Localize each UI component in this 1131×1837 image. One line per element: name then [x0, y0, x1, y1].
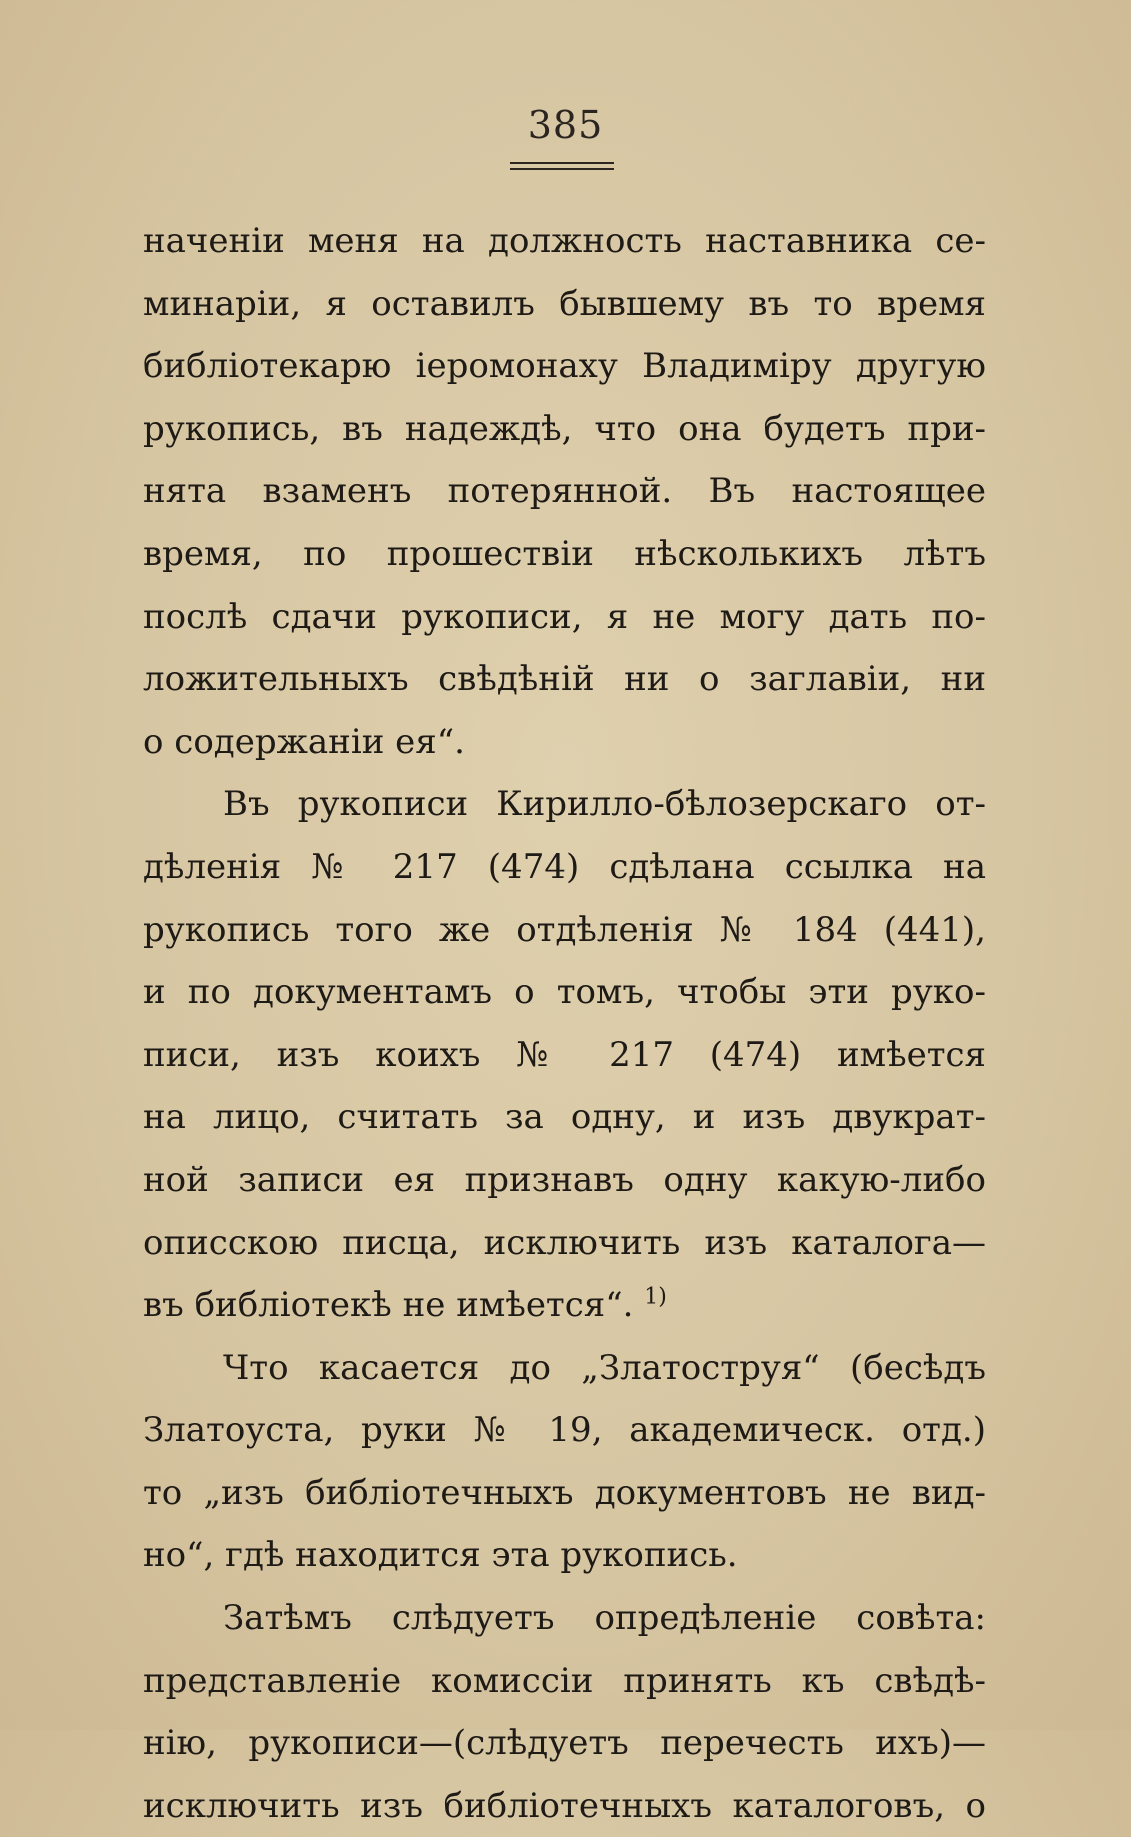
text-line: представленіе комиссіи принять къ свѣдѣ-: [143, 1660, 986, 1701]
text-line: послѣ сдачи рукописи, я не могу дать по-: [143, 596, 986, 637]
text-line: въ библіотекѣ не имѣется“.: [143, 1285, 634, 1326]
text-line: минаріи, я оставилъ бывшему въ то время: [143, 283, 986, 324]
text-line: нята взаменъ потерянной. Въ настоящее: [143, 471, 986, 512]
text-line: и по документамъ о томъ, чтобы эти руко-: [143, 972, 986, 1013]
text-line: но“, гдѣ находится эта рукопись.: [143, 1535, 738, 1576]
text-line: библіотекарю іеромонаху Владиміру другую: [143, 346, 986, 387]
text-line: время, по прошествіи нѣсколькихъ лѣтъ: [143, 533, 986, 574]
header-rule-bottom: [510, 168, 614, 170]
text-line: о содержаніи ея“.: [143, 721, 465, 762]
text-line: рукопись того же отдѣленія № 184 (441),: [143, 909, 986, 950]
text-line: то „изъ библіотечныхъ документовъ не вид-: [143, 1472, 986, 1513]
text-line: дѣленія № 217 (474) сдѣлана ссылка на: [143, 846, 986, 887]
text-line: рукопись, въ надеждѣ, что она будетъ при-: [143, 408, 986, 449]
text-line: Что касается до „Златоструя“ (бесѣдъ: [223, 1347, 986, 1388]
text-line-with-footnote: [143, 1274, 986, 1337]
text-line: наченіи меня на должность наставника се-: [143, 221, 986, 261]
text-line: нію, рукописи—(слѣдуетъ перечесть ихъ)—: [143, 1723, 986, 1764]
text-line: писи, изъ коихъ № 217 (474) имѣется: [143, 1034, 986, 1075]
text-line: Златоуста, руки № 19, академическ. отд.): [143, 1410, 986, 1451]
text-line: Затѣмъ слѣдуетъ опредѣленіе совѣта:: [223, 1598, 986, 1639]
text-line: ной записи ея признавъ одну какую-либо: [143, 1159, 986, 1200]
text-line: ложительныхъ свѣдѣній ни о заглавіи, ни: [143, 659, 986, 700]
text-line: исключить изъ библіотечныхъ каталоговъ, о: [143, 1785, 986, 1826]
text-line: описскою писца, исключить изъ каталога—: [143, 1222, 986, 1263]
body-text: [143, 210, 986, 1837]
text-line: Въ рукописи Кирилло-бѣлозерскаго от-: [223, 784, 986, 825]
footnote-reference: 1): [644, 1284, 667, 1310]
text-line: на лицо, считать за одну, и изъ двукрат-: [143, 1097, 986, 1138]
page-number: 385: [527, 103, 604, 147]
header-rule-top: [510, 162, 614, 164]
